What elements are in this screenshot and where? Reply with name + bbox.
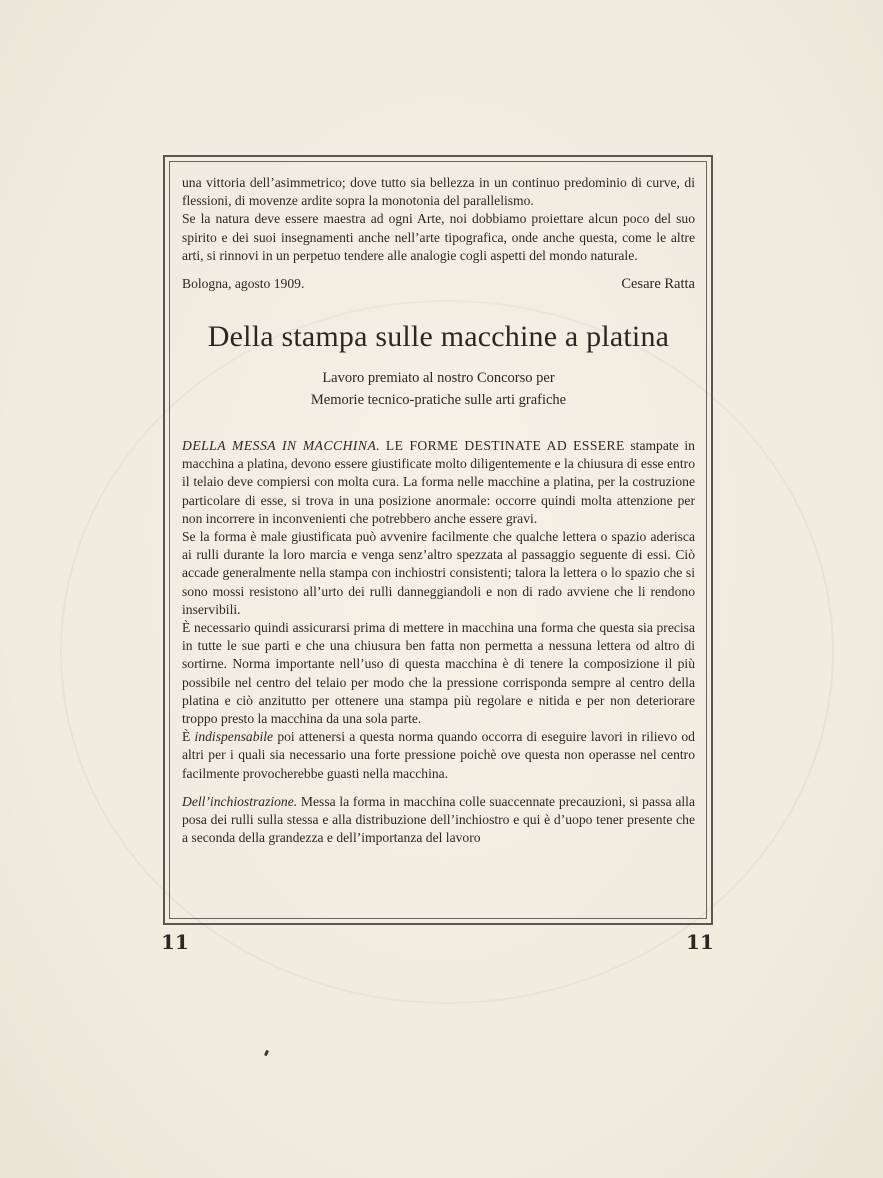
section-heading-messa: DELLA MESSA IN MACCHINA. bbox=[182, 438, 381, 454]
section-heading-inchiostrazione: Dell’inchiostrazione. bbox=[182, 793, 298, 809]
body-paragraph-5 bbox=[182, 793, 695, 848]
paragraph-4-start: È bbox=[182, 729, 191, 745]
paragraph-4-text: poi attenersi a questa norma quando occorra di eseguire lavori in rilievo od altri per i quali sia necessario una forte pressione poichè ove questa non operasse nel centro facilmente provocherebbe guasti nella macchina. bbox=[182, 729, 695, 781]
closing-paragraph-2: Se la natura deve essere maestra ad ogni Arte, noi dobbiamo proiettare alcun poco del suo spirito e dei suoi insegnamenti anche nell’arte tipografica, onde anche questa, come le altre arti, si rinnovi in un perpetuo tendere alle analogie cogli aspetti del mondo naturale. bbox=[182, 211, 695, 263]
body-paragraph-4 bbox=[182, 728, 695, 783]
subtitle-line-2: Memorie tecnico-pratiche sulle arti grafiche bbox=[310, 392, 567, 409]
page-number-right: 11 bbox=[686, 930, 714, 954]
signature-date: Bologna, agosto 1909. bbox=[182, 275, 305, 291]
text-block bbox=[182, 174, 695, 847]
article-body bbox=[182, 437, 695, 847]
closing-paragraph-1: una vittoria dell’asimmetrico; dove tutto sia bellezza in un continuo predominio di curve, di flessioni, di movenze ardite sopra la monotonia del parallelismo. bbox=[182, 175, 695, 209]
article-subtitle bbox=[182, 367, 695, 411]
emphasis-indispensabile: indispensabile bbox=[194, 729, 274, 745]
signature-author: Cesare Ratta bbox=[621, 275, 695, 292]
small-caps-opening: LE FORME DESTINATE AD ESSERE bbox=[385, 438, 625, 454]
signature-row bbox=[182, 271, 695, 293]
ink-speck bbox=[264, 1050, 269, 1057]
body-paragraph-3: È necessario quindi assicurarsi prima di mettere in macchina una forma che questa sia precisa in tutte le sue parti e che una chiusura ben fatta non permetta a nessuna lettera od altro di sortirne. Norma importante nell’uso di questa macchina è di tenere la composizione il più possibile nel centro del telaio per modo che la pressione corrisponda sempre al centro della platina e ciò anzitutto per ottenere una stampa più regolare e nitida e per non deteriorare troppo presto la macchina da una sola parte. bbox=[182, 620, 695, 727]
body-paragraph-2: Se la forma è male giustificata può avvenire facilmente che qualche lettera o spazio aderisca ai rulli durante la loro marcia e venga senz’altro spezzata al passaggio seguente di essi. Ciò accade generalmente nella stampa con inchiostri consistenti; talora la lettera o lo spazio che si sono mossi resistono all’urto dei rulli danneggiandoli e non di rado avviene che li rendono inservibili. bbox=[182, 529, 695, 617]
page-number-left: 11 bbox=[161, 930, 189, 954]
article-title: Della stampa sulle macchine a platina bbox=[207, 320, 670, 354]
body-paragraph-1 bbox=[182, 437, 695, 528]
subtitle-line-1: Lavoro premiato al nostro Concorso per bbox=[322, 370, 555, 387]
paragraph-5-text: Messa la forma in macchina colle suaccennate precauzioni, si passa alla posa dei rulli sulla stessa e alla distribuzione dell’inchiostro e qui è d’uopo tener presente che a seconda della grandezza e dell’importanza del lavoro bbox=[182, 793, 695, 846]
paragraph-1-text: stampate in macchina a platina, devono essere giustificate molto diligentemente e la chiusura di esse entro il telaio deve compiersi con molta cura. La forma nelle macchine a platina, per la costruzione particolare di esse, si trova in una posizione anormale: occorre quindi molta attenzione per non incorrere in inconvenienti che potrebbero anche essere gravi. bbox=[182, 438, 695, 526]
